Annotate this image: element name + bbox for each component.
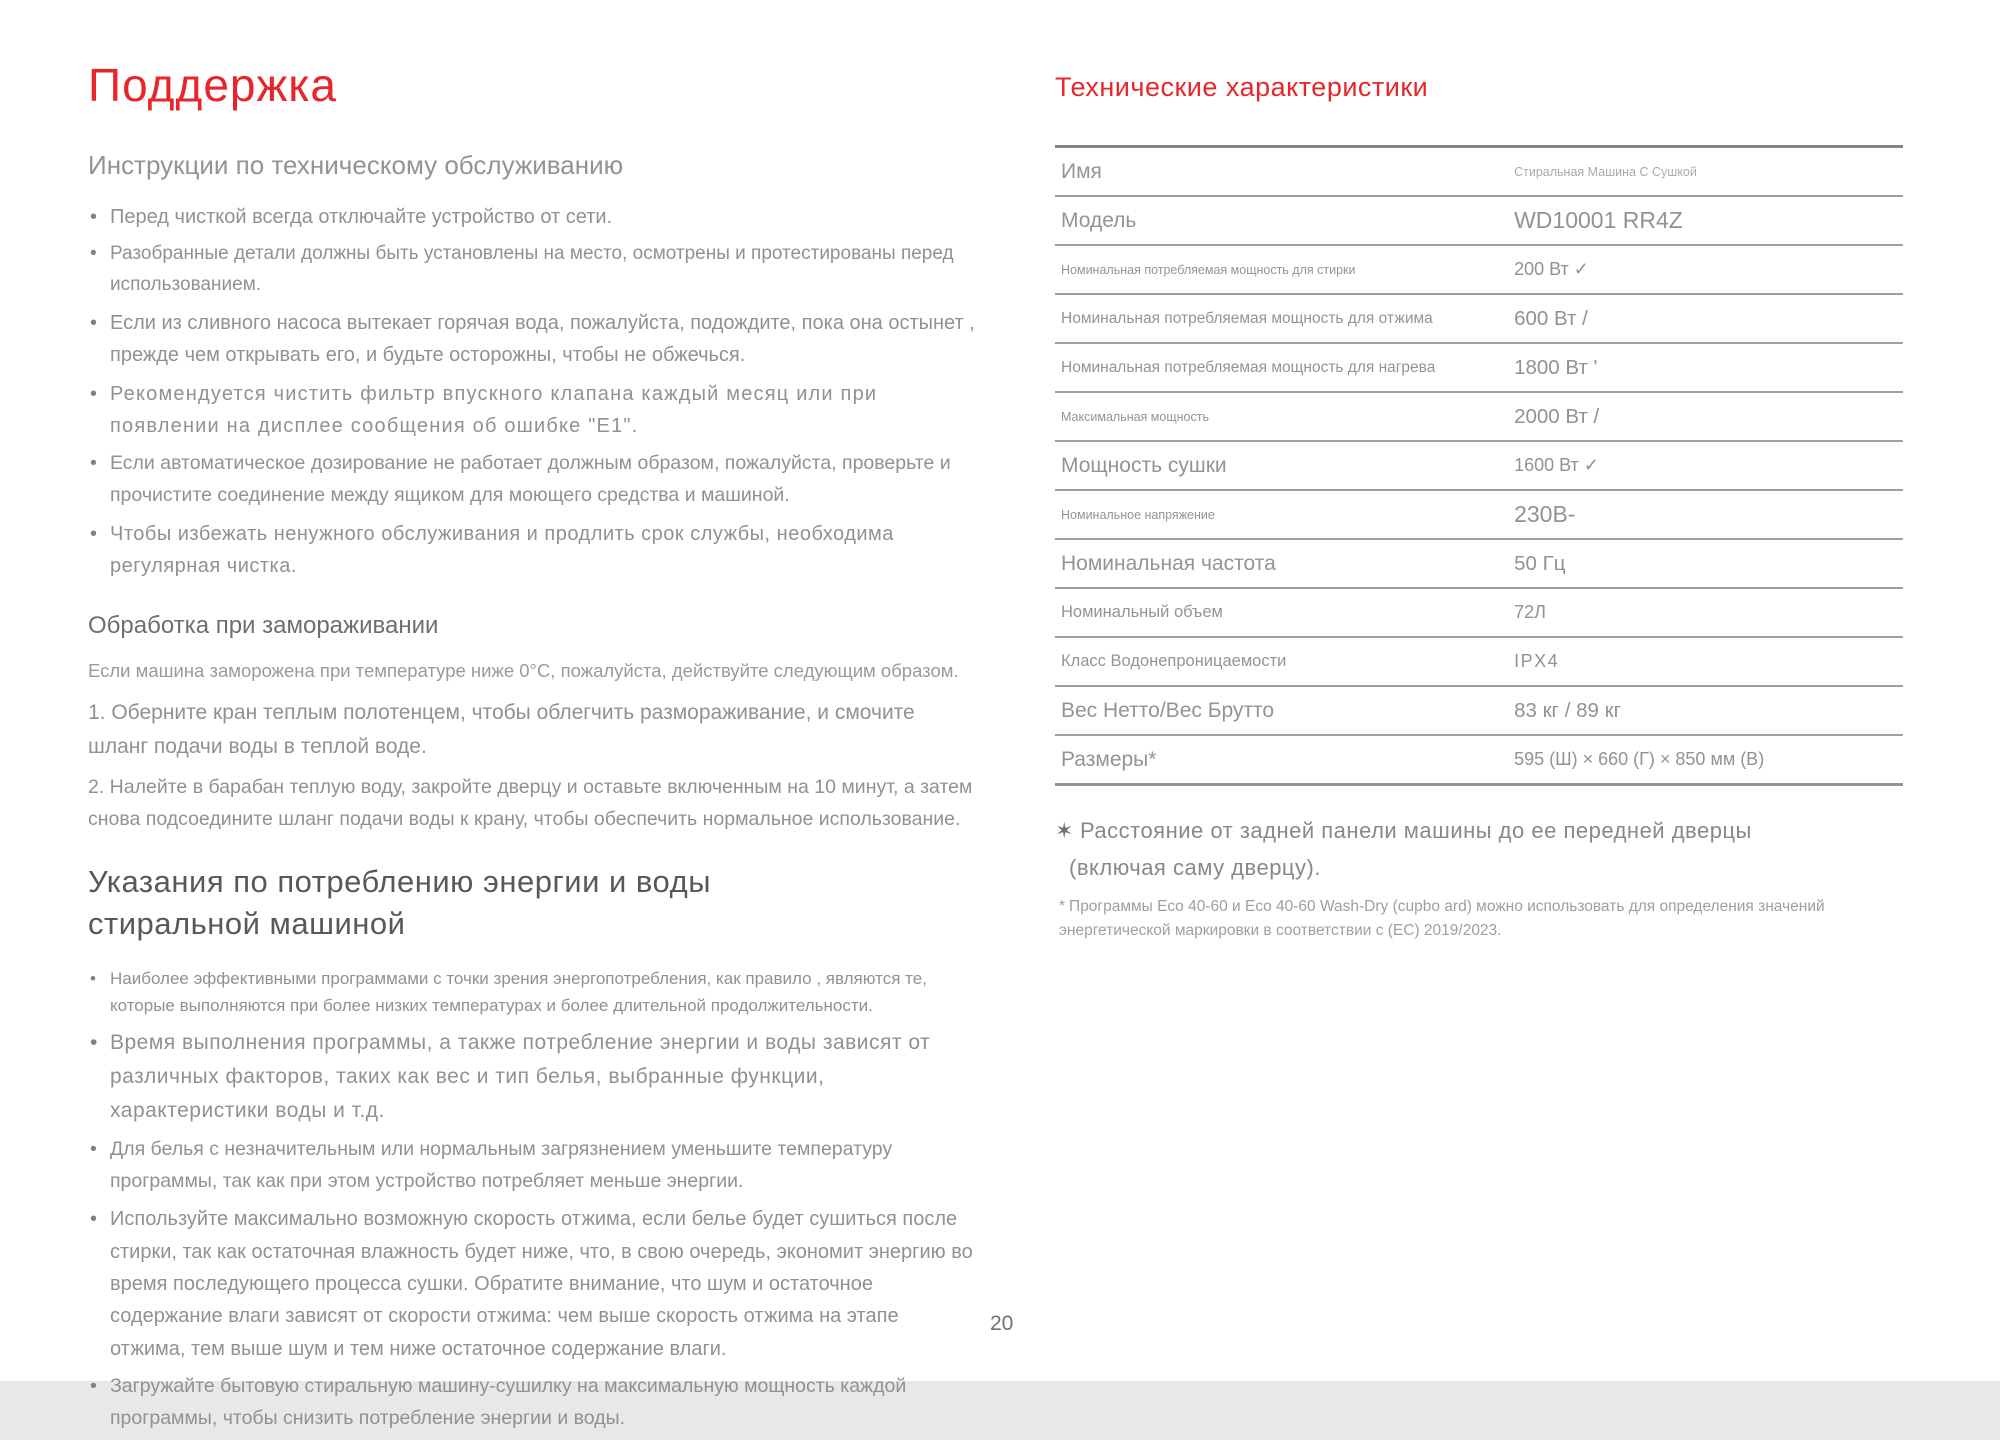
table-row xyxy=(1055,391,1903,440)
spec-value: 595 (Ш) × 660 (Г) × 850 мм (В) xyxy=(1514,749,1765,769)
spec-label: Мощность сушки xyxy=(1061,453,1227,477)
maintenance-heading: Инструкции по техническому обслуживанию xyxy=(88,150,624,180)
right-column xyxy=(1055,72,1903,943)
freezing-step-2: 2. Налейте в барабан теплую воду, закройте дверцу и оставьте включенным на 10 минут, а затем снова подсоедините шланг подачи воды к крану, чтобы обеспечить нормальное использование. xyxy=(88,776,973,830)
bullet-item: • Чтобы избежать ненужного обслуживания и продлить срок службы, необходима регулярная чистка. xyxy=(88,518,978,583)
page-number: 20 xyxy=(990,1312,1014,1335)
eco-programs-footnote xyxy=(1055,895,1903,943)
spec-table xyxy=(1055,145,1903,786)
freezing-step-1: 1. Оберните кран теплым полотенцем, чтобы облегчить размораживание, и смочите шланг подачи воды в теплой воде. xyxy=(88,701,915,759)
bullet-item: • Используйте максимально возможную скорость отжима, если белье будет сушиться после стирки, так как остаточная влажность будет ниже, что, в свою очередь, экономит энергию во время последующего процесса сушки. Обратите внимание, что шум и остаточное содержание влаги зависят от скорости отжима: чем выше скорость отжима на этапе отжима, тем выше шум и тем ниже остаточное содержание влаги. xyxy=(88,1203,978,1365)
spec-value: 2000 Вт / xyxy=(1514,404,1600,428)
bullet-item: • Если автоматическое дозирование не работает должным образом, пожалуйста, проверьте и прочистите соединение между ящиком для моющего средства и машиной. xyxy=(88,448,978,511)
spec-label: Класс Водонепроницаемости xyxy=(1061,652,1287,670)
table-row xyxy=(1055,685,1903,734)
table-row xyxy=(1055,587,1903,636)
spec-value: Стиральная Машина С Сушкой xyxy=(1514,164,1697,179)
table-row xyxy=(1055,293,1903,342)
maintenance-bullet-list xyxy=(88,201,978,582)
dimensions-footnote xyxy=(1055,812,1903,887)
freezing-heading: Обработка при замораживании xyxy=(88,612,439,640)
bullet-item: • Загружайте бытовую стиральную машину-сушилку на максимальную мощность каждой программы, чтобы снизить потребление энергии и воды. xyxy=(88,1371,978,1434)
spec-label: Номинальная потребляемая мощность для нагрева xyxy=(1061,358,1436,376)
spec-value: 1800 Вт ' xyxy=(1514,355,1598,379)
bullet-item: • Если из сливного насоса вытекает горячая вода, пожалуйста, подождите, пока она остынет , прежде чем открывать его, и будьте осторожны, чтобы не обжечься. xyxy=(88,307,978,372)
spec-label: Номинальная частота xyxy=(1061,551,1276,575)
energy-heading-line2: стиральной машиной xyxy=(88,906,406,942)
table-row xyxy=(1055,636,1903,685)
spec-label: Номинальная потребляемая мощность для отжима xyxy=(1061,309,1433,327)
bullet-item: • Разобранные детали должны быть установлены на место, осмотрены и протестированы перед использованием. xyxy=(88,239,978,301)
spec-label: Номинальный объем xyxy=(1061,603,1223,621)
left-column xyxy=(88,58,978,1440)
spec-value: 83 кг / 89 кг xyxy=(1514,698,1622,722)
spec-label: Вес Нетто/Вес Брутто xyxy=(1061,698,1275,722)
table-row xyxy=(1055,538,1903,587)
table-row xyxy=(1055,244,1903,293)
table-row xyxy=(1055,734,1903,783)
spec-label: Размеры* xyxy=(1061,747,1157,771)
spec-value: WD10001 RR4Z xyxy=(1514,207,1683,233)
spec-label: Имя xyxy=(1061,159,1102,183)
spec-value: 50 Гц xyxy=(1514,551,1566,575)
table-row xyxy=(1055,440,1903,489)
freezing-intro: Если машина заморожена при температуре ниже 0°C, пожалуйста, действуйте следующим образом. xyxy=(88,660,959,682)
spec-label: Максимальная мощность xyxy=(1061,409,1209,424)
spec-value: IPX4 xyxy=(1514,651,1560,671)
page-title: Поддержка xyxy=(88,59,337,111)
spec-label: Модель xyxy=(1061,208,1137,232)
spec-label: Номинальная потребляемая мощность для стирки xyxy=(1061,262,1356,277)
table-row xyxy=(1055,489,1903,538)
bullet-item: • Наиболее эффективными программами с точки зрения энергопотребления, как правило , являются те, которые выполняются при более низких температурах и более длительной продолжительности. xyxy=(88,965,978,1020)
footnote-line2: (включая саму дверцу). xyxy=(1069,855,1321,881)
spec-value: 1600 Вт ✓ xyxy=(1514,455,1599,475)
bullet-item: • Время выполнения программы, а также потребление энергии и воды зависят от различных факторов, таких как вес и тип белья, выбранные функции, характеристики воды и т.д. xyxy=(88,1026,978,1128)
spec-value: 200 Вт ✓ xyxy=(1514,259,1589,279)
spec-value: 230В- xyxy=(1514,501,1576,527)
spec-label: Номинальное напряжение xyxy=(1061,507,1215,522)
footnote-line1: Расстояние от задней панели машины до ее передней дверцы xyxy=(1079,818,1752,843)
spec-value: 72Л xyxy=(1514,602,1546,622)
table-row xyxy=(1055,342,1903,391)
star-icon: ✶ xyxy=(1055,818,1074,843)
energy-heading-line1: Указания по потреблению энергии и воды xyxy=(88,864,711,900)
eco-footnote-text: Программы Eco 40-60 и Eco 40-60 Wash-Dry (cupbo ard) можно использовать для определения значений энергетической маркировки в соответствии с (EC) 2019/2023. xyxy=(1059,897,1825,939)
spec-value: 600 Вт / xyxy=(1514,306,1588,330)
bullet-item: • Перед чисткой всегда отключайте устройство от сети. xyxy=(88,201,978,233)
table-row xyxy=(1055,195,1903,244)
energy-bullet-list xyxy=(88,965,978,1434)
asterisk-icon: * xyxy=(1059,897,1066,915)
energy-heading xyxy=(88,861,978,945)
bullet-item: • Для белья с незначительным или нормальным загрязнением уменьшите температуру программы, так как при этом устройство потребляет меньше энергии. xyxy=(88,1134,978,1197)
specs-title: Технические характеристики xyxy=(1055,72,1429,102)
bullet-item: • Рекомендуется чистить фильтр впускного клапана каждый месяц или при появлении на дисплее сообщения об ошибке "E1". xyxy=(88,378,978,443)
table-row xyxy=(1055,148,1903,195)
